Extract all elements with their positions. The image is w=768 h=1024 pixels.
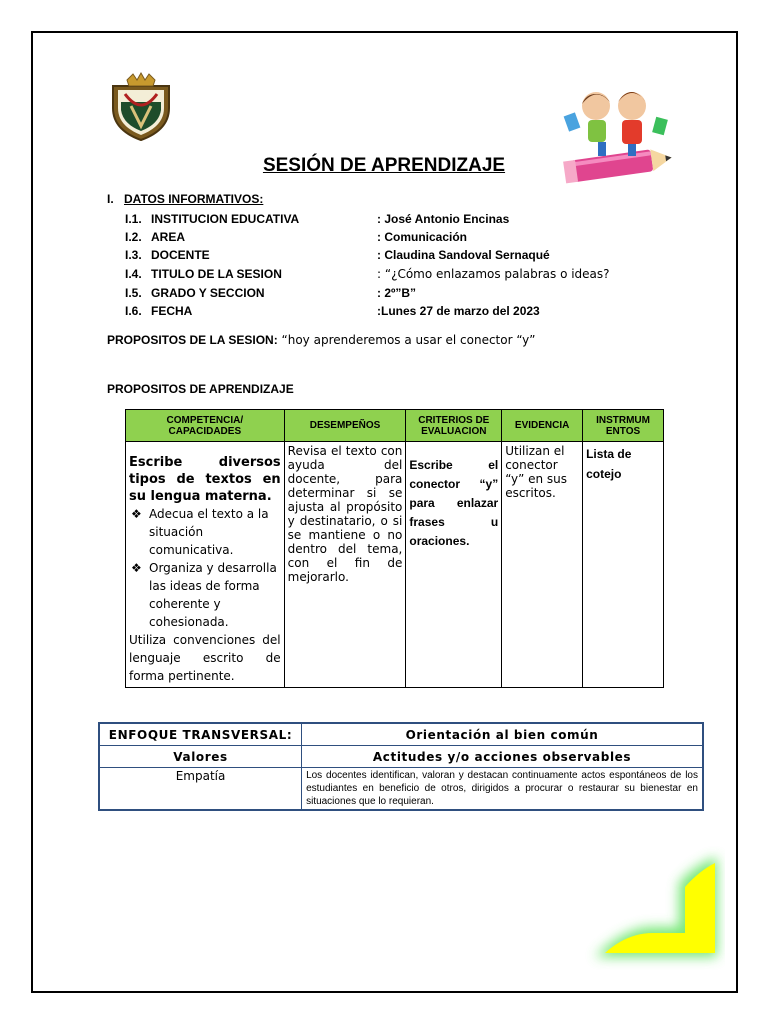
info-value-titulo: : “¿Cómo enlazamos palabras o ideas? bbox=[377, 267, 610, 281]
cell-competencia bbox=[126, 442, 285, 688]
bullet-diamond-icon: ❖ bbox=[131, 561, 142, 575]
proposito-sesion-text: “hoy aprenderemos a usar el conector “y” bbox=[277, 333, 536, 347]
info-row-institucion: I.1. INSTITUCION EDUCATIVA bbox=[125, 212, 300, 226]
section-label: DATOS INFORMATIVOS: bbox=[124, 192, 264, 206]
proposito-sesion-label: PROPOSITOS DE LA SESION: bbox=[107, 333, 278, 347]
section-number: I. bbox=[107, 192, 114, 206]
table-header-row bbox=[126, 410, 664, 442]
info-row-docente: I.3. DOCENTE bbox=[125, 248, 210, 262]
corner-decoration bbox=[585, 845, 725, 970]
valor-cell: Empatía bbox=[99, 768, 302, 811]
list-item: ❖ Adecua el texto a la situación comunicativa. bbox=[131, 507, 269, 557]
capacidades-list bbox=[129, 505, 281, 631]
info-row-titulo: I.4. TITULO DE LA SESION bbox=[125, 267, 282, 281]
info-value-fecha: :Lunes 27 de marzo del 2023 bbox=[377, 304, 540, 318]
header-instrumentos: INSTRMUM ENTOS bbox=[583, 410, 664, 442]
enfoque-value: Orientación al bien común bbox=[302, 723, 703, 746]
info-row-area: I.2. AREA bbox=[125, 230, 186, 244]
info-value-docente: : Claudina Sandoval Sernaqué bbox=[377, 248, 550, 262]
header-criterios: CRITERIOS DE EVALUACION bbox=[406, 410, 502, 442]
info-value-institucion: : José Antonio Encinas bbox=[377, 212, 510, 226]
section-datos-informativos bbox=[107, 192, 263, 206]
header-competencia: COMPETENCIA/ CAPACIDADES bbox=[126, 410, 285, 442]
capacidad-extra: Utiliza convenciones del lenguaje escrito de forma pertinente. bbox=[129, 633, 281, 683]
info-value-area: : Comunicación bbox=[377, 230, 468, 244]
header-evidencia: EVIDENCIA bbox=[502, 410, 583, 442]
info-value-grado: : 2º”B” bbox=[377, 286, 417, 300]
competencia-title: Escribe diversos tipos de textos en su lengua materna. bbox=[129, 455, 281, 504]
propositos-table bbox=[125, 409, 664, 688]
school-crest-logo bbox=[107, 72, 175, 142]
cell-criterios bbox=[406, 442, 502, 688]
cell-instrumentos bbox=[583, 442, 664, 688]
table-row bbox=[99, 746, 703, 768]
enfoque-transversal-table bbox=[98, 722, 704, 811]
page-title: SESIÓN DE APRENDIZAJE bbox=[262, 155, 506, 176]
enfoque-label: ENFOQUE TRANSVERSAL: bbox=[99, 723, 302, 746]
header-desempenos: DESEMPEÑOS bbox=[284, 410, 406, 442]
table-row bbox=[99, 723, 703, 746]
proposito-sesion bbox=[107, 333, 535, 347]
cell-desempenos: Revisa el texto con ayuda del docente, para determinar si se ajusta al propósito y destinatario, o si se mantiene o no dentro del tema, con el fin de mejorarlo. bbox=[284, 442, 406, 688]
info-row-grado: I.5. GRADO Y SECCION bbox=[125, 286, 265, 300]
info-row-fecha: I.6. FECHA bbox=[125, 304, 193, 318]
instrumentos-text: Lista de cotejo bbox=[586, 447, 632, 481]
actitud-cell: Los docentes identifican, valoran y destacan continuamente actos espontáneos de los estudiantes en beneficio de otros, dirigidos a procurar o restaurar su bienestar en situaciones que lo requieran. bbox=[302, 768, 703, 811]
table-row bbox=[126, 442, 664, 688]
cell-evidencia: Utilizan el conector “y” en sus escritos. bbox=[502, 442, 583, 688]
actitudes-header: Actitudes y/o acciones observables bbox=[302, 746, 703, 768]
table-row bbox=[99, 768, 703, 811]
valores-header: Valores bbox=[99, 746, 302, 768]
list-item: ❖ Organiza y desarrolla las ideas de forma coherente y cohesionada. bbox=[131, 561, 277, 629]
bullet-diamond-icon: ❖ bbox=[131, 507, 142, 521]
propositos-aprendizaje-heading: PROPOSITOS DE APRENDIZAJE bbox=[107, 382, 294, 396]
criterios-text: Escribe el conector “y” para enlazar frases u oraciones. bbox=[409, 458, 499, 548]
